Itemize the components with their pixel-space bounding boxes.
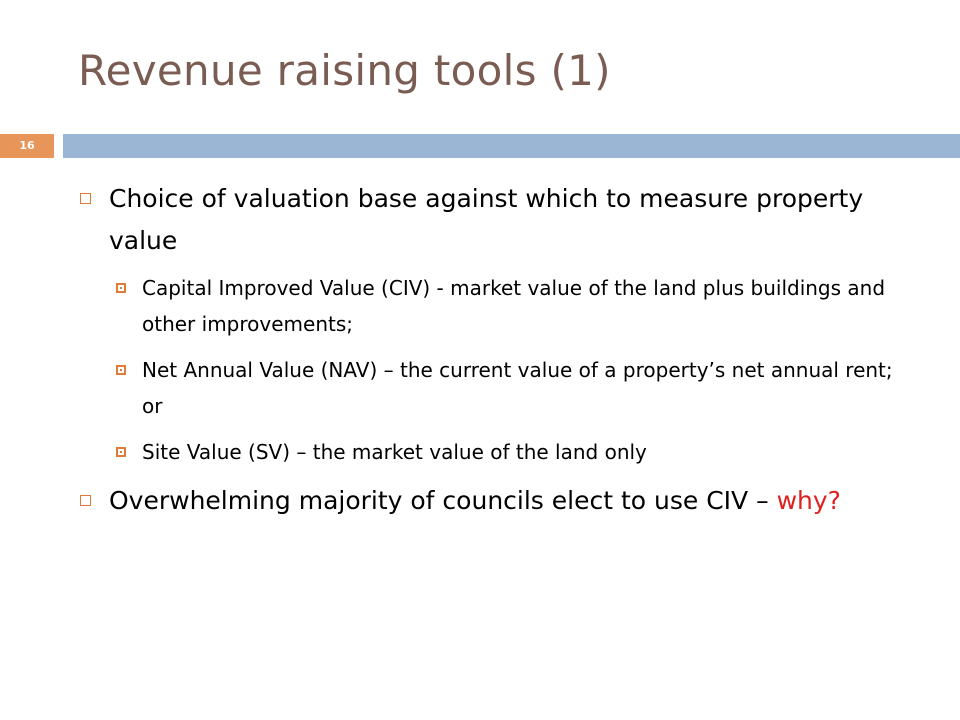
sub-bullet-text: Capital Improved Value (CIV) - market value of the land plus buildings and other improvements; (142, 276, 886, 336)
filled-square-bullet-icon (116, 283, 126, 293)
bullet-text: Overwhelming majority of councils elect to use CIV – (109, 486, 769, 515)
filled-square-bullet-icon (116, 365, 126, 375)
sub-bullet-nav (76, 352, 896, 424)
sub-bullet-text: Site Value (SV) – the market value of the land only (142, 440, 647, 464)
slide-body (76, 178, 896, 536)
slide-number: 16 (0, 134, 54, 158)
bullet-valuation-base (76, 178, 896, 262)
bullet-text: Choice of valuation base against which to measure property value (109, 184, 864, 255)
square-bullet-icon (80, 495, 91, 506)
sub-bullet-civ (76, 270, 896, 342)
slide-title: Revenue raising tools (1) (78, 46, 611, 95)
filled-square-bullet-icon (116, 447, 126, 457)
sub-bullet-text: Net Annual Value (NAV) – the current value of a property’s net annual rent; or (142, 358, 893, 418)
square-bullet-icon (80, 193, 91, 204)
header-bar (63, 134, 960, 158)
sub-bullet-sv (76, 434, 896, 470)
highlight-question: why? (776, 486, 841, 515)
bullet-civ-majority (76, 480, 896, 522)
